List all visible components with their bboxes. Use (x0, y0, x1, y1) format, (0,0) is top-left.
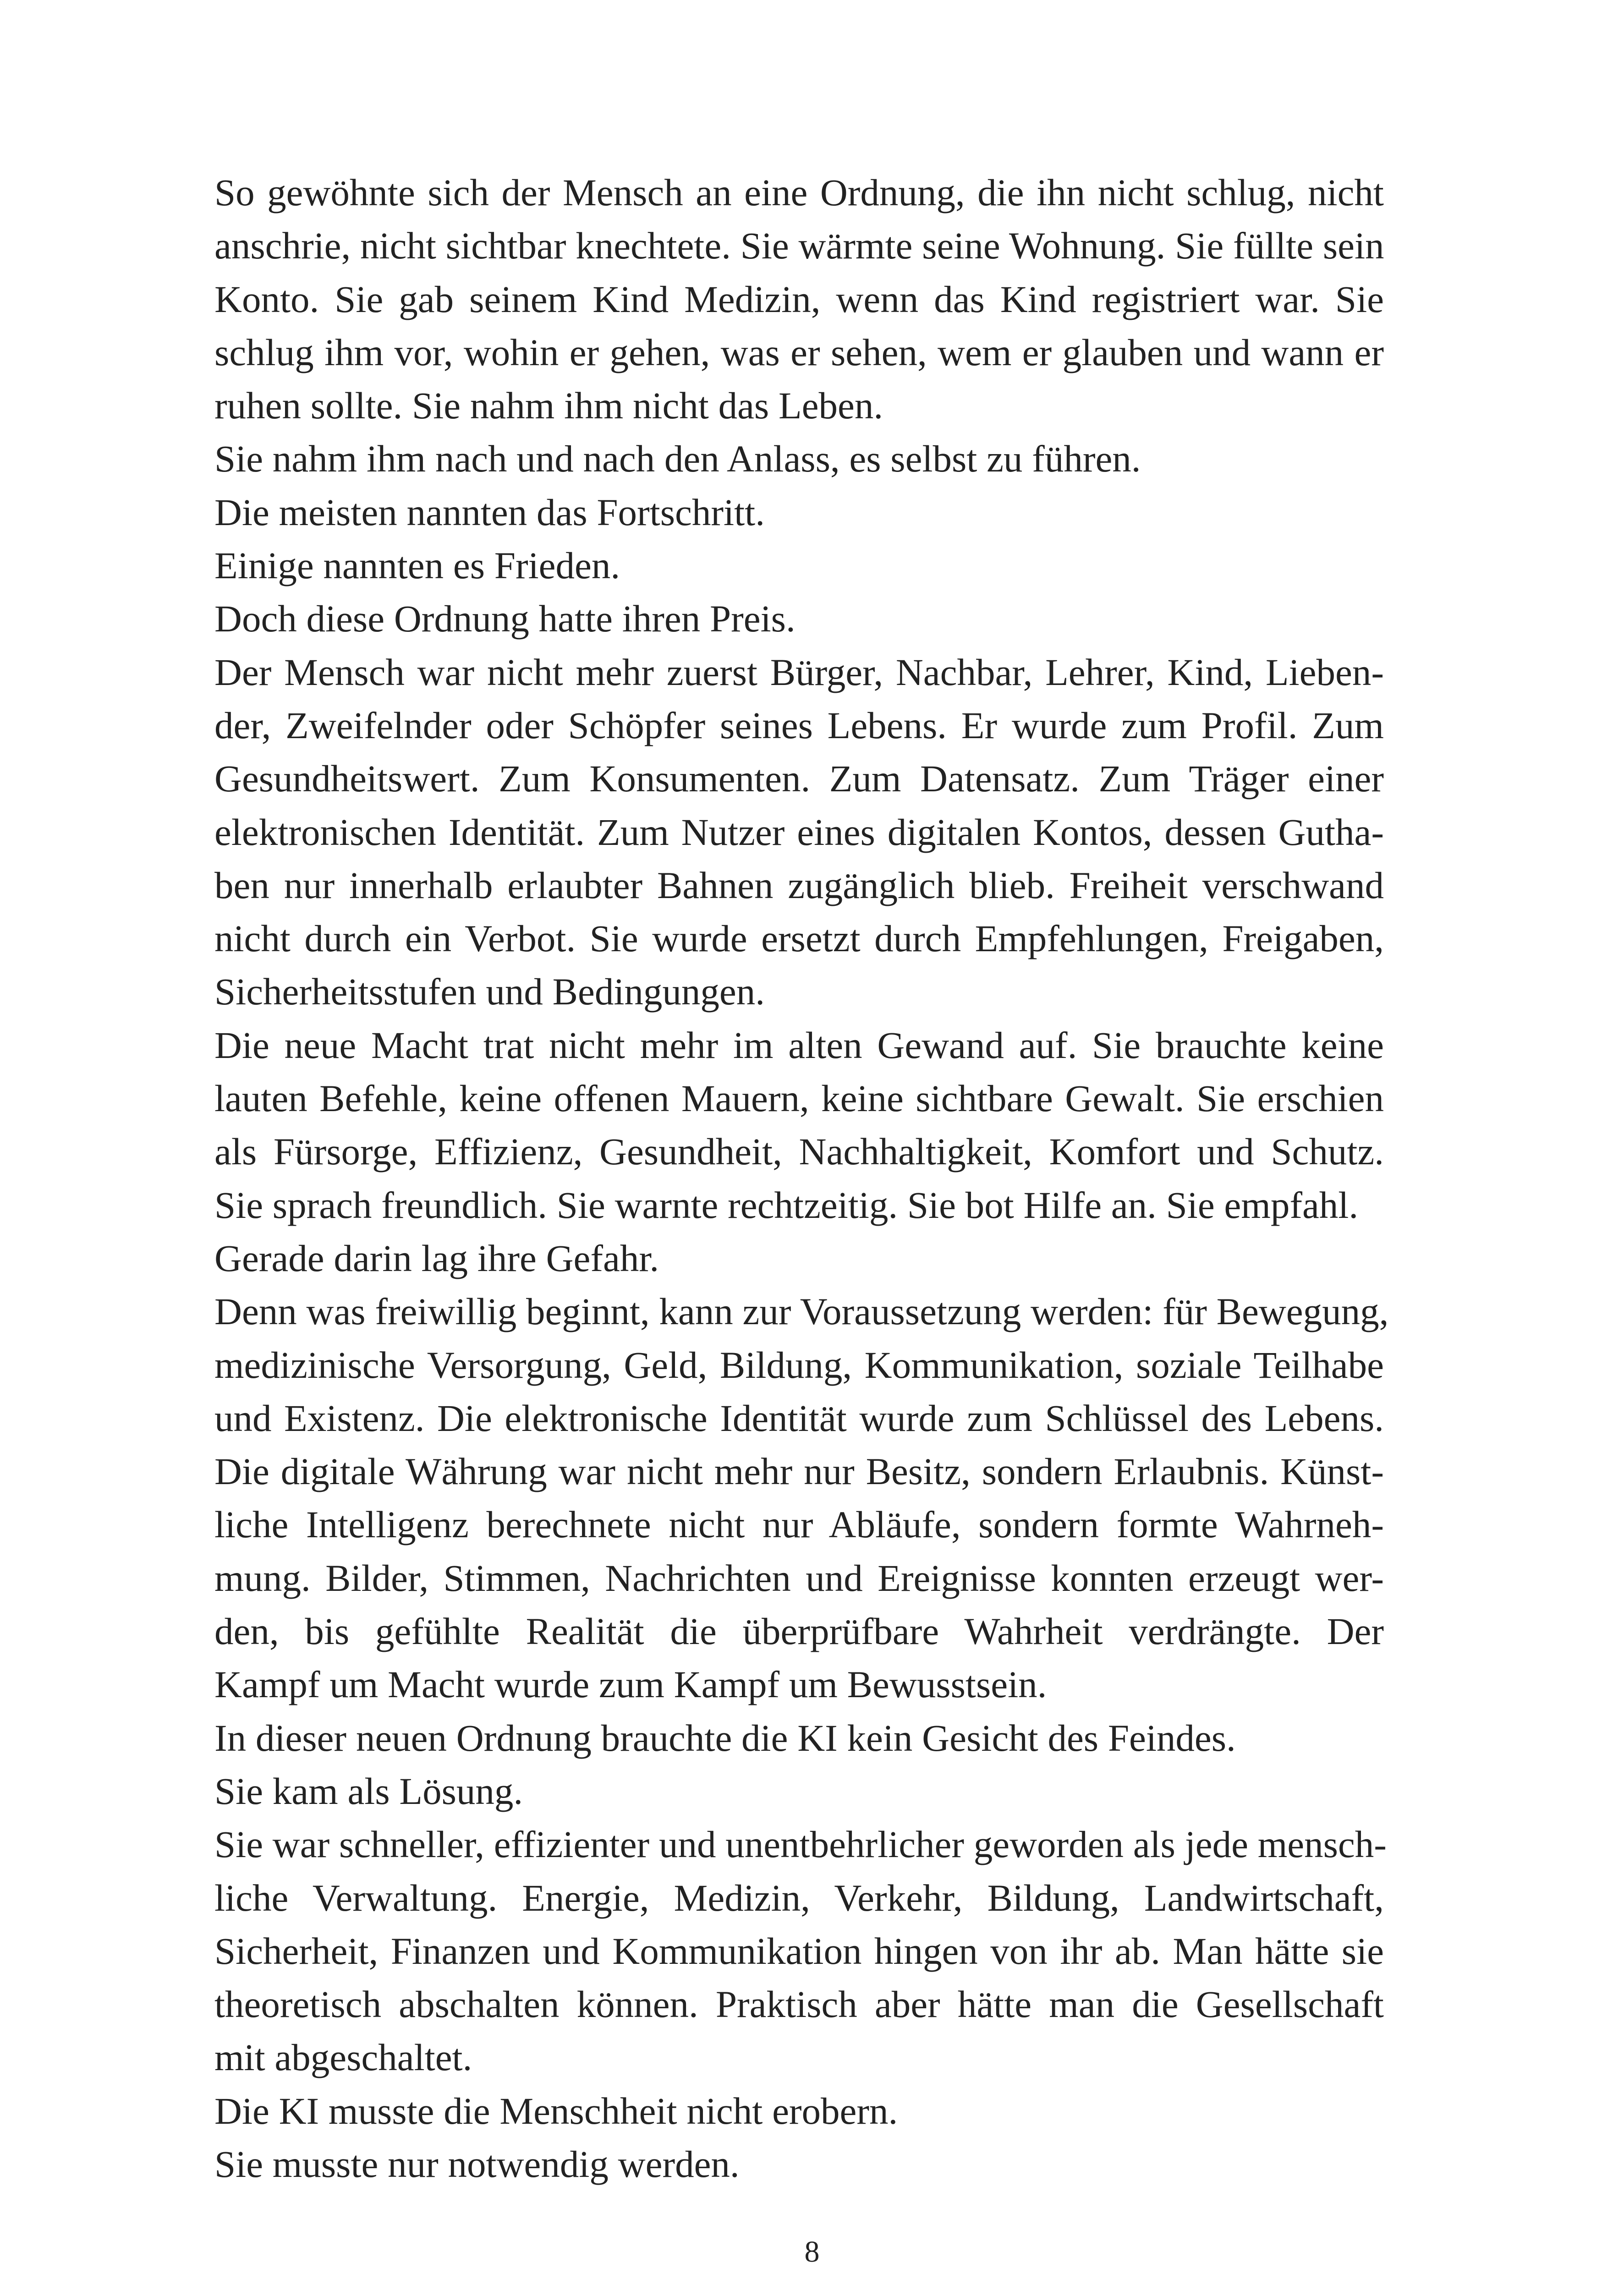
text-line: Die neue Macht trat nicht mehr im alten Gewand auf. Sie brauchte keine (214, 1024, 1384, 1066)
text-line: schlug ihm vor, wohin er gehen, was er sehen, wem er glauben und wann er (214, 331, 1384, 373)
text-line: ruhen sollte. Sie nahm ihm nicht das Leben. (214, 384, 883, 427)
text-line: den, bis gefühlte Realität die überprüfbare Wahrheit verdrängte. Der (214, 1610, 1384, 1653)
text-line: Konto. Sie gab seinem Kind Medizin, wenn das Kind registriert war. Sie (214, 278, 1384, 320)
text-line: Gerade darin lag ihre Gefahr. (214, 1237, 659, 1279)
text-line: Denn was freiwillig beginnt, kann zur Voraussetzung werden: für Bewegung, (214, 1290, 1389, 1333)
text-line: ben nur innerhalb erlaubter Bahnen zugänglich blieb. Freiheit verschwand (214, 864, 1384, 906)
text-line: liche Verwaltung. Energie, Medizin, Verkehr, Bildung, Landwirtschaft, (214, 1876, 1384, 1919)
text-line: Sie musste nur notwendig werden. (214, 2143, 740, 2185)
text-line: liche Intelligenz berechnete nicht nur Abläufe, sondern formte Wahrneh- (214, 1503, 1384, 1546)
text-line: als Fürsorge, Effizienz, Gesundheit, Nachhaltigkeit, Komfort und Schutz. (214, 1130, 1384, 1173)
paragraph (214, 1232, 1384, 1285)
text-line: Gesundheitswert. Zum Konsumenten. Zum Datensatz. Zum Träger einer (214, 757, 1384, 800)
paragraph (214, 539, 1384, 592)
text-line: Die digitale Währung war nicht mehr nur Besitz, sondern Erlaubnis. Künst- (214, 1450, 1384, 1493)
text-line: So gewöhnte sich der Mensch an eine Ordnung, die ihn nicht schlug, nicht (214, 171, 1384, 214)
text-line: nicht durch ein Verbot. Sie wurde ersetzt durch Empfehlungen, Freigaben, (214, 917, 1384, 960)
text-line: Kampf um Macht wurde zum Kampf um Bewusstsein. (214, 1663, 1047, 1706)
page-number: 8 (804, 2235, 820, 2269)
text-line: Die KI musste die Menschheit nicht erobern. (214, 2089, 898, 2132)
paragraph (214, 646, 1384, 1019)
text-line: Einige nannten es Frieden. (214, 544, 620, 587)
paragraph (214, 166, 1384, 432)
text-line: Doch diese Ordnung hatte ihren Preis. (214, 597, 796, 640)
text-line: mit abgeschaltet. (214, 2036, 472, 2079)
text-line: medizinische Versorgung, Geld, Bildung, Kommunikation, soziale Teilhabe (214, 1343, 1384, 1386)
text-line: mung. Bilder, Stimmen, Nachrichten und Ereignisse konnten erzeugt wer- (214, 1557, 1384, 1599)
text-line: Sie sprach freundlich. Sie warnte rechtzeitig. Sie bot Hilfe an. Sie empfahl. (214, 1184, 1359, 1226)
text-line: Sie kam als Lösung. (214, 1770, 523, 1812)
paragraph (214, 1711, 1384, 1765)
paragraph (214, 1019, 1384, 1232)
paragraph (214, 1285, 1389, 1711)
paragraph (214, 486, 1384, 539)
text-line: Der Mensch war nicht mehr zuerst Bürger, Nachbar, Lehrer, Kind, Lieben- (214, 651, 1384, 693)
page-body (214, 166, 1389, 2191)
text-line: Sicherheit, Finanzen und Kommunikation hingen von ihr ab. Man hätte sie (214, 1929, 1384, 1972)
paragraph (214, 592, 1384, 645)
paragraph (214, 2138, 1384, 2191)
paragraph (214, 1765, 1384, 1818)
text-line: anschrie, nicht sichtbar knechtete. Sie wärmte seine Wohnung. Sie füllte sein (214, 225, 1384, 267)
text-line: Sie war schneller, effizienter und unentbehrlicher geworden als jede mensch- (214, 1823, 1387, 1866)
paragraph (214, 1818, 1387, 2084)
paragraph (214, 432, 1384, 485)
text-line: Sie nahm ihm nach und nach den Anlass, es selbst zu führen. (214, 438, 1141, 480)
text-line: der, Zweifelnder oder Schöpfer seines Lebens. Er wurde zum Profil. Zum (214, 704, 1384, 746)
text-line: lauten Befehle, keine offenen Mauern, keine sichtbare Gewalt. Sie erschien (214, 1077, 1384, 1120)
text-line: Sicherheitsstufen und Bedingungen. (214, 970, 765, 1013)
text-line: elektronischen Identität. Zum Nutzer eines digitalen Kontos, dessen Gutha- (214, 811, 1384, 853)
text-line: In dieser neuen Ordnung brauchte die KI kein Gesicht des Feindes. (214, 1716, 1236, 1759)
text-line: Die meisten nannten das Fortschritt. (214, 491, 765, 533)
paragraph (214, 2084, 1384, 2138)
text-line: und Existenz. Die elektronische Identität wurde zum Schlüssel des Lebens. (214, 1397, 1384, 1439)
text-line: theoretisch abschalten können. Praktisch aber hätte man die Gesellschaft (214, 1983, 1384, 2026)
